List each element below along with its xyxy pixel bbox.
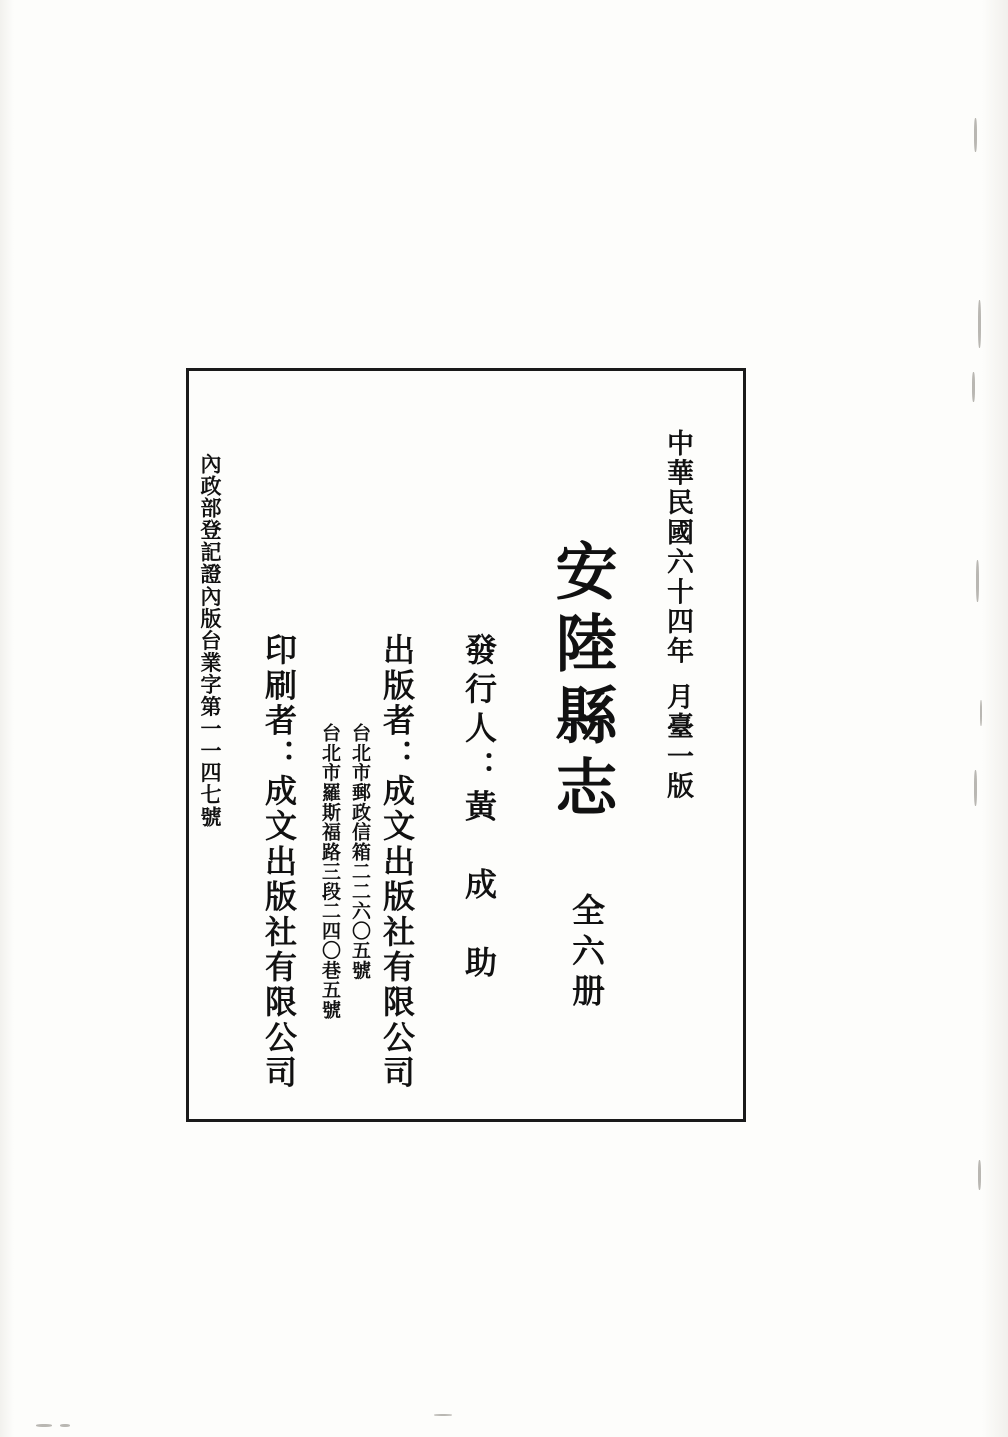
- scan-edge-right: [982, 0, 1008, 1437]
- colophon-border-box: [186, 368, 746, 1122]
- edition-year: 中華民國六十四年: [662, 429, 693, 667]
- publisher-person-label: 發行人：: [460, 633, 498, 790]
- scan-speck: [978, 300, 981, 348]
- printer-line: [260, 633, 298, 1091]
- scan-speck: [976, 560, 979, 602]
- publisher-person-name: 黃 成 助: [460, 789, 498, 985]
- registration-number: 內政部登記證內版台業字第一一四七號: [198, 453, 223, 828]
- scan-edge-left: [0, 0, 14, 1437]
- scan-speck: [972, 372, 975, 402]
- printer-name: 成文出版社有限公司: [260, 773, 298, 1091]
- scan-speck: [980, 700, 982, 726]
- scan-speck: [36, 1424, 52, 1427]
- scan-speck: [978, 1160, 981, 1190]
- edition-printing: 月臺一版: [662, 682, 693, 802]
- publisher-org-name: 成文出版社有限公司: [378, 773, 416, 1091]
- edition-date-line: [663, 429, 691, 801]
- scan-speck: [974, 118, 977, 152]
- scan-speck: [974, 770, 977, 806]
- scan-speck: [434, 1414, 452, 1416]
- address-street: 台北市羅斯福路三段二四〇巷五號: [319, 723, 341, 1020]
- publisher-org-line: [378, 633, 416, 1091]
- book-title: 安陸縣志: [545, 539, 618, 827]
- volume-count: 全六册: [567, 893, 606, 1014]
- address-po-box: 台北市郵政信箱二二六〇五號: [349, 723, 371, 980]
- scan-speck: [60, 1424, 70, 1427]
- publisher-person-line: [460, 633, 498, 985]
- printer-label: 印刷者：: [260, 633, 298, 774]
- publisher-org-label: 出版者：: [378, 633, 416, 774]
